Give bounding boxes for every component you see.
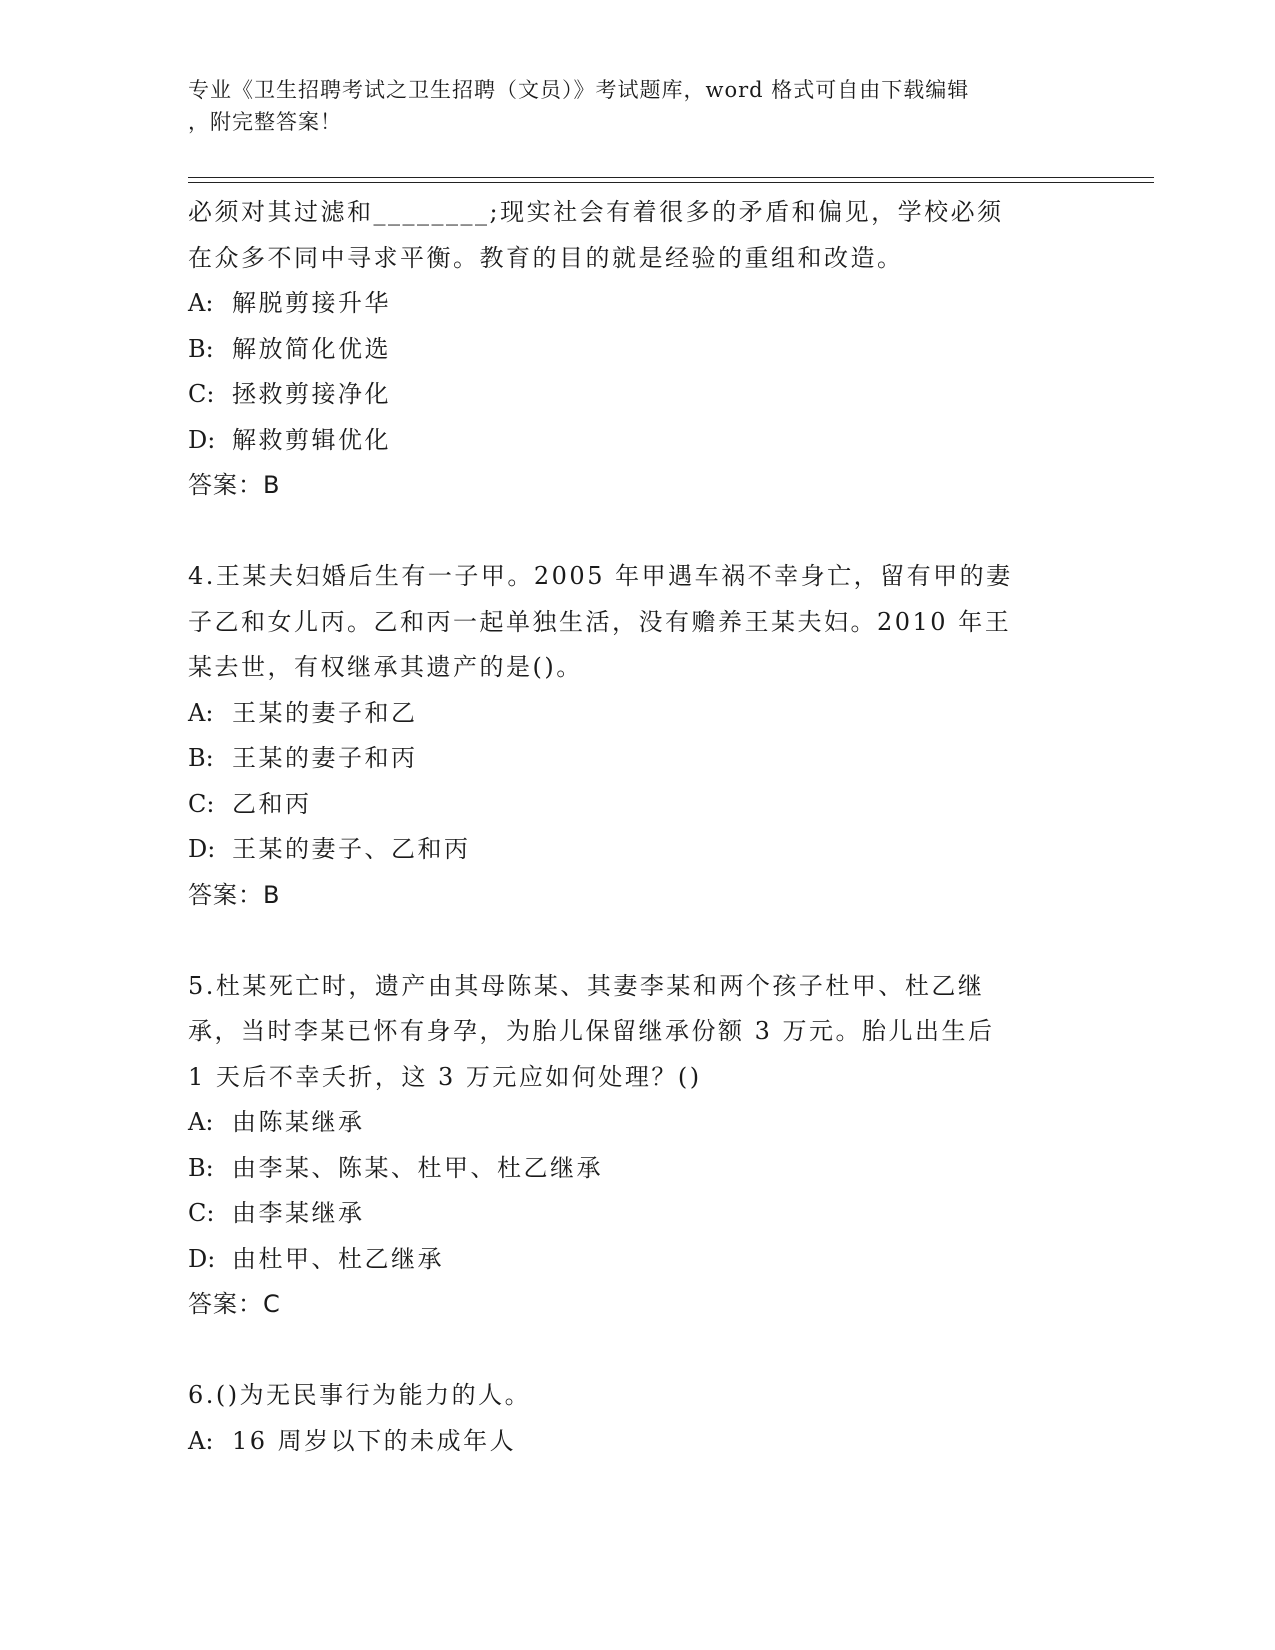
question-6 [188, 1373, 1068, 1464]
spacer [188, 918, 1068, 964]
option-b [188, 1146, 1068, 1192]
option-c [188, 372, 1068, 418]
option-b [188, 736, 1068, 782]
option-text: 乙和丙 [232, 789, 312, 818]
option-c [188, 1191, 1068, 1237]
header-line-2: ，附完整答案！ [188, 110, 342, 134]
option-letter: B: [188, 744, 214, 772]
option-letter: A: [188, 1426, 214, 1455]
option-text: 解放简化优选 [232, 334, 391, 363]
option-text: 王某的妻子、乙和丙 [232, 835, 471, 863]
option-letter: B: [188, 334, 214, 363]
option-text: 由李某、陈某、杜甲、杜乙继承 [232, 1153, 603, 1182]
option-letter: A: [188, 289, 214, 317]
option-d [188, 827, 1068, 873]
question-5 [188, 964, 1068, 1328]
option-a [188, 691, 1068, 737]
question-text-line: 某去世，有权继承其遗产的是()。 [188, 653, 583, 681]
option-a [188, 281, 1068, 327]
option-letter: C: [188, 380, 215, 408]
option-d [188, 418, 1068, 464]
question-content [188, 190, 1068, 1464]
option-text: 由李某继承 [232, 1199, 365, 1227]
spacer [188, 509, 1068, 555]
option-letter: D: [188, 835, 216, 863]
question-3 [188, 190, 1068, 509]
option-letter: C: [188, 1199, 215, 1227]
question-4 [188, 554, 1068, 918]
option-letter: B: [188, 1153, 214, 1182]
option-text: 解脱剪接升华 [232, 289, 391, 317]
header-divider-bottom [188, 182, 1154, 183]
header-line-1: 专业《卫生招聘考试之卫生招聘（文员）》考试题库，word 格式可自由下载编辑 [188, 78, 970, 102]
option-letter: A: [188, 698, 214, 727]
option-a [188, 1419, 1068, 1465]
option-text: 解救剪辑优化 [232, 425, 391, 454]
question-text-line: 承，当时李某已怀有身孕，为胎儿保留继承份额 3 万元。胎儿出生后 [188, 1017, 995, 1045]
question-text-line: 必须对其过滤和________;现实社会有着很多的矛盾和偏见，学校必须 [188, 198, 1004, 226]
option-text: 由陈某继承 [232, 1108, 365, 1136]
answer-label: 答案：B [188, 471, 281, 499]
page-header [188, 74, 1068, 138]
question-text-line: 5.杜某死亡时，遗产由其母陈某、其妻李某和两个孩子杜甲、杜乙继 [188, 971, 985, 1000]
option-letter: D: [188, 1244, 216, 1273]
answer-label: 答案：C [188, 1290, 281, 1318]
header-divider-top [188, 177, 1154, 178]
option-text: 由杜甲、杜乙继承 [232, 1244, 444, 1273]
question-text-line: 在众多不同中寻求平衡。教育的目的就是经验的重组和改造。 [188, 243, 904, 272]
option-d [188, 1237, 1068, 1283]
option-text: 王某的妻子和丙 [232, 744, 418, 772]
option-b [188, 327, 1068, 373]
option-a [188, 1100, 1068, 1146]
option-text: 王某的妻子和乙 [232, 698, 418, 727]
question-text-line: 6.()为无民事行为能力的人。 [188, 1381, 532, 1409]
option-text: 拯救剪接净化 [232, 380, 391, 408]
option-c [188, 782, 1068, 828]
question-text-line: 4.王某夫妇婚后生有一子甲。2005 年甲遇车祸不幸身亡，留有甲的妻 [188, 562, 1013, 590]
answer-label: 答案：B [188, 880, 281, 909]
question-text-line: 1 天后不幸夭折，这 3 万元应如何处理？() [188, 1062, 702, 1091]
option-letter: A: [188, 1108, 214, 1136]
question-text-line: 子乙和女儿丙。乙和丙一起单独生活，没有赡养王某夫妇。2010 年王 [188, 607, 1012, 636]
option-letter: D: [188, 425, 216, 454]
spacer [188, 1328, 1068, 1374]
option-letter: C: [188, 789, 215, 818]
option-text: 16 周岁以下的未成年人 [232, 1426, 517, 1455]
